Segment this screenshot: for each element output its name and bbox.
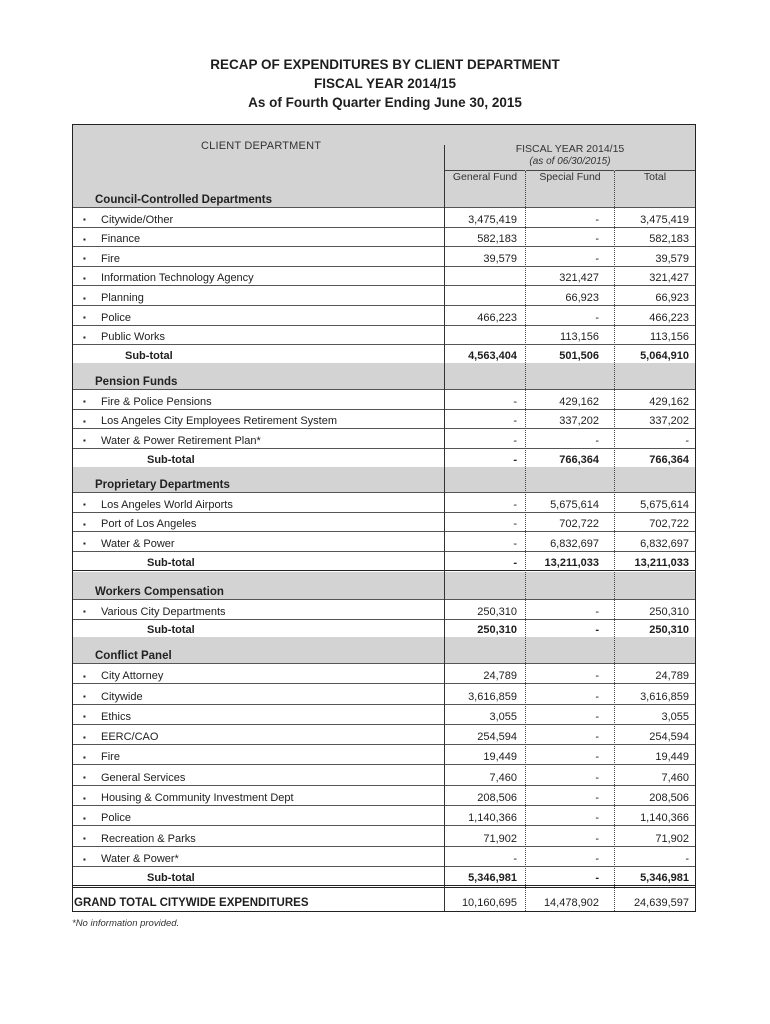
subtotal-general: 4,563,404 <box>468 350 517 362</box>
subtotal-row <box>73 344 695 364</box>
department-name: Ethics <box>101 710 131 723</box>
total-value: 582,183 <box>649 233 689 246</box>
table-row <box>73 724 695 745</box>
total-value: 250,310 <box>649 605 689 618</box>
column-divider <box>614 171 615 911</box>
special-fund-value: 702,722 <box>559 518 599 531</box>
footnote: *No information provided. <box>72 918 180 929</box>
general-fund-value: 208,506 <box>477 792 517 805</box>
special-fund-value: 113,156 <box>560 331 599 344</box>
table-row <box>73 744 695 765</box>
bullet-icon: ▪ <box>83 313 86 323</box>
bullet-icon: ▪ <box>83 692 86 702</box>
table-row <box>73 389 695 410</box>
row-label <box>83 331 165 343</box>
general-fund-value: 582,183 <box>477 233 517 246</box>
total-value: - <box>685 852 689 865</box>
department-name: Citywide/Other <box>101 213 174 226</box>
table-row <box>73 512 695 533</box>
table-row <box>73 704 695 725</box>
table-row <box>73 305 695 326</box>
row-label <box>83 538 175 550</box>
subtotal-general: 5,346,981 <box>468 872 517 884</box>
bullet-icon: ▪ <box>83 234 86 244</box>
total-value: 5,675,614 <box>640 498 689 511</box>
section-header <box>73 467 695 493</box>
row-label <box>83 518 196 530</box>
special-fund-value: - <box>595 792 599 805</box>
department-name: Citywide <box>101 690 143 703</box>
total-value: 39,579 <box>655 252 689 265</box>
table-row <box>73 285 695 306</box>
expenditure-table <box>72 124 696 912</box>
bullet-icon: ▪ <box>83 436 86 446</box>
general-fund-value: - <box>513 395 517 408</box>
bullet-icon: ▪ <box>83 834 86 844</box>
total-value: 321,427 <box>649 272 689 285</box>
row-label <box>83 711 131 723</box>
report-fiscal-year: FISCAL YEAR 2014/15 <box>313 76 457 91</box>
special-fund-value: - <box>595 812 599 825</box>
department-name: Water & Power* <box>101 852 179 865</box>
special-fund-value: - <box>595 670 599 683</box>
total-value: 6,832,697 <box>640 537 689 550</box>
department-name: Fire <box>101 751 120 764</box>
special-fund-value: 5,675,614 <box>550 498 599 511</box>
subtotal-general: - <box>513 557 517 569</box>
total-value: 7,460 <box>661 771 689 784</box>
total-value: 466,223 <box>649 311 689 324</box>
table-row <box>73 227 695 248</box>
table-row <box>73 409 695 430</box>
table-row <box>73 805 695 826</box>
header-fiscal-year: FISCAL YEAR 2014/15 <box>515 143 625 155</box>
general-fund-value: - <box>513 498 517 511</box>
total-value: 429,162 <box>649 395 689 408</box>
row-label <box>83 691 143 703</box>
general-fund-value: - <box>513 518 517 531</box>
subtotal-special: 13,211,033 <box>544 557 599 569</box>
bullet-icon: ▪ <box>83 607 86 617</box>
general-fund-value: 19,449 <box>483 751 517 764</box>
subtotal-label: Sub-total <box>147 557 195 569</box>
row-label <box>83 233 140 245</box>
section-title: Pension Funds <box>95 376 178 388</box>
header-special-fund: Special Fund <box>526 170 614 185</box>
general-fund-value: 1,140,366 <box>468 812 517 825</box>
row-label <box>83 731 158 743</box>
general-fund-value: - <box>513 434 517 447</box>
department-name: Police <box>101 311 131 324</box>
general-fund-value: 7,460 <box>489 771 517 784</box>
total-value: 208,506 <box>649 792 689 805</box>
total-value: 3,055 <box>661 710 689 723</box>
department-name: Police <box>101 812 131 825</box>
bullet-icon: ▪ <box>83 712 86 722</box>
department-name: Los Angeles World Airports <box>101 498 233 511</box>
subtotal-label: Sub-total <box>125 350 173 362</box>
row-label <box>83 415 337 427</box>
total-value: 71,902 <box>655 832 689 845</box>
special-fund-value: - <box>595 311 599 324</box>
row-label <box>83 396 212 408</box>
table-row <box>73 266 695 287</box>
table-row <box>73 246 695 267</box>
bullet-icon: ▪ <box>83 539 86 549</box>
total-value: 24,789 <box>655 670 689 683</box>
general-fund-value: 24,789 <box>483 670 517 683</box>
section-title: Workers Compensation <box>95 586 224 598</box>
table-row <box>73 765 695 786</box>
row-label <box>83 499 233 511</box>
row-label <box>83 772 185 784</box>
subtotal-row <box>73 618 695 638</box>
special-fund-value: 66,923 <box>565 291 599 304</box>
department-name: Planning <box>101 291 144 304</box>
header-client-department: CLIENT DEPARTMENT <box>201 140 322 152</box>
special-fund-value: - <box>595 751 599 764</box>
report-title-block <box>0 55 770 112</box>
section-header <box>73 185 695 208</box>
general-fund-value: 466,223 <box>477 311 517 324</box>
row-label <box>83 606 226 618</box>
total-value: 3,616,859 <box>640 690 689 703</box>
header-general-fund: General Fund <box>445 170 525 185</box>
total-value: 337,202 <box>649 415 689 428</box>
row-label <box>83 253 120 265</box>
department-name: Water & Power <box>101 537 175 550</box>
table-row <box>73 825 695 846</box>
department-name: Information Technology Agency <box>101 272 254 285</box>
section-header <box>73 572 695 600</box>
total-value: 3,475,419 <box>640 213 689 226</box>
subtotal-total: 766,364 <box>649 454 689 466</box>
department-name: Water & Power Retirement Plan* <box>101 434 261 447</box>
bullet-icon: ▪ <box>83 753 86 763</box>
grand-total-general: 10,160,695 <box>461 897 517 909</box>
table-row <box>73 683 695 704</box>
department-name: Los Angeles City Employees Retirement System <box>101 415 337 428</box>
bullet-icon: ▪ <box>83 500 86 510</box>
special-fund-value: - <box>595 832 599 845</box>
general-fund-value: 71,902 <box>483 832 517 845</box>
special-fund-value: - <box>595 605 599 618</box>
table-row <box>73 492 695 513</box>
subtotal-total: 5,064,910 <box>640 350 689 362</box>
row-label <box>83 312 131 324</box>
grand-total-row <box>73 887 695 910</box>
special-fund-value: - <box>595 710 599 723</box>
header-total: Total <box>615 170 695 185</box>
subtotal-row <box>73 448 695 468</box>
special-fund-value: - <box>595 852 599 865</box>
department-name: EERC/CAO <box>101 731 159 744</box>
special-fund-value: - <box>595 771 599 784</box>
department-name: Fire & Police Pensions <box>101 395 212 408</box>
bullet-icon: ▪ <box>83 793 86 803</box>
subtotal-label: Sub-total <box>147 624 195 636</box>
table-row <box>73 846 695 867</box>
bullet-icon: ▪ <box>83 293 86 303</box>
bullet-icon: ▪ <box>83 215 86 225</box>
subtotal-total: 250,310 <box>649 624 689 636</box>
total-value: 1,140,366 <box>640 812 689 825</box>
subtotal-special: 501,506 <box>559 350 599 362</box>
department-name: Fire <box>101 252 120 265</box>
bullet-icon: ▪ <box>83 813 86 823</box>
report-title: RECAP OF EXPENDITURES BY CLIENT DEPARTMENT <box>210 57 560 72</box>
subtotal-special: 766,364 <box>559 454 599 466</box>
row-label <box>83 792 294 804</box>
special-fund-value: - <box>595 233 599 246</box>
general-fund-value: 3,055 <box>489 710 517 723</box>
row-label <box>83 833 196 845</box>
bullet-icon: ▪ <box>83 854 86 864</box>
column-divider <box>444 145 445 911</box>
special-fund-value: - <box>595 690 599 703</box>
grand-total-label: GRAND TOTAL CITYWIDE EXPENDITURES <box>74 897 309 909</box>
bullet-icon: ▪ <box>83 773 86 783</box>
report-period: As of Fourth Quarter Ending June 30, 2015 <box>248 95 522 110</box>
subtotal-total: 5,346,981 <box>640 872 689 884</box>
row-label <box>83 272 254 284</box>
bullet-icon: ▪ <box>83 332 86 342</box>
row-label <box>83 214 173 226</box>
section-title: Conflict Panel <box>95 650 172 662</box>
department-name: Port of Los Angeles <box>101 518 197 531</box>
section-header <box>73 637 695 664</box>
department-name: Public Works <box>101 331 165 344</box>
general-fund-value: - <box>513 852 517 865</box>
subtotal-special: - <box>595 872 599 884</box>
general-fund-value: 3,475,419 <box>468 213 517 226</box>
bullet-icon: ▪ <box>83 519 86 529</box>
general-fund-value: 3,616,859 <box>468 690 517 703</box>
special-fund-value: 429,162 <box>559 395 599 408</box>
special-fund-value: 337,202 <box>559 415 599 428</box>
table-row <box>73 531 695 552</box>
column-divider <box>525 171 526 911</box>
special-fund-value: - <box>595 731 599 744</box>
total-value: 19,449 <box>655 751 689 764</box>
table-row <box>73 207 695 228</box>
department-name: Finance <box>101 233 141 246</box>
general-fund-value: 39,579 <box>483 252 517 265</box>
special-fund-value: - <box>595 252 599 265</box>
row-label <box>83 670 163 682</box>
total-value: 66,923 <box>655 291 689 304</box>
table-row <box>73 663 695 684</box>
bullet-icon: ▪ <box>83 671 86 681</box>
section-title: Proprietary Departments <box>95 479 230 491</box>
row-label <box>83 435 261 447</box>
bullet-icon: ▪ <box>83 273 86 283</box>
header-as-of: (as of 06/30/2015) <box>529 156 611 167</box>
row-label <box>83 853 179 865</box>
grand-total-special: 14,478,902 <box>543 897 599 909</box>
total-value: 113,156 <box>650 331 689 344</box>
total-value: 702,722 <box>649 518 689 531</box>
subtotal-label: Sub-total <box>147 872 195 884</box>
special-fund-value: - <box>595 434 599 447</box>
table-header <box>73 125 695 186</box>
bullet-icon: ▪ <box>83 416 86 426</box>
department-name: Recreation & Parks <box>101 832 196 845</box>
special-fund-value: 6,832,697 <box>550 537 599 550</box>
subtotal-special: - <box>595 624 599 636</box>
department-name: Housing & Community Investment Dept <box>101 792 294 805</box>
department-name: City Attorney <box>101 670 164 683</box>
general-fund-value: - <box>513 415 517 428</box>
bullet-icon: ▪ <box>83 397 86 407</box>
section-title: Council-Controlled Departments <box>95 194 272 206</box>
special-fund-value: 321,427 <box>559 272 599 285</box>
department-name: Various City Departments <box>101 605 226 618</box>
bullet-icon: ▪ <box>83 732 86 742</box>
subtotal-row <box>73 866 695 886</box>
special-fund-value: - <box>595 213 599 226</box>
bullet-icon: ▪ <box>83 254 86 264</box>
table-row <box>73 785 695 806</box>
row-label <box>83 292 144 304</box>
subtotal-total: 13,211,033 <box>634 557 689 569</box>
general-fund-value: - <box>513 537 517 550</box>
row-label <box>83 812 131 824</box>
general-fund-value: 250,310 <box>477 605 517 618</box>
subtotal-row <box>73 551 695 571</box>
subtotal-label: Sub-total <box>147 454 195 466</box>
total-value: 254,594 <box>649 731 689 744</box>
table-row <box>73 325 695 346</box>
subtotal-general: - <box>513 454 517 466</box>
section-header <box>73 363 695 390</box>
grand-total-total: 24,639,597 <box>633 897 689 909</box>
total-value: - <box>685 434 689 447</box>
subtotal-general: 250,310 <box>477 624 517 636</box>
department-name: General Services <box>101 771 186 784</box>
table-row <box>73 599 695 620</box>
table-row <box>73 428 695 449</box>
row-label <box>83 751 120 763</box>
general-fund-value: 254,594 <box>477 731 517 744</box>
